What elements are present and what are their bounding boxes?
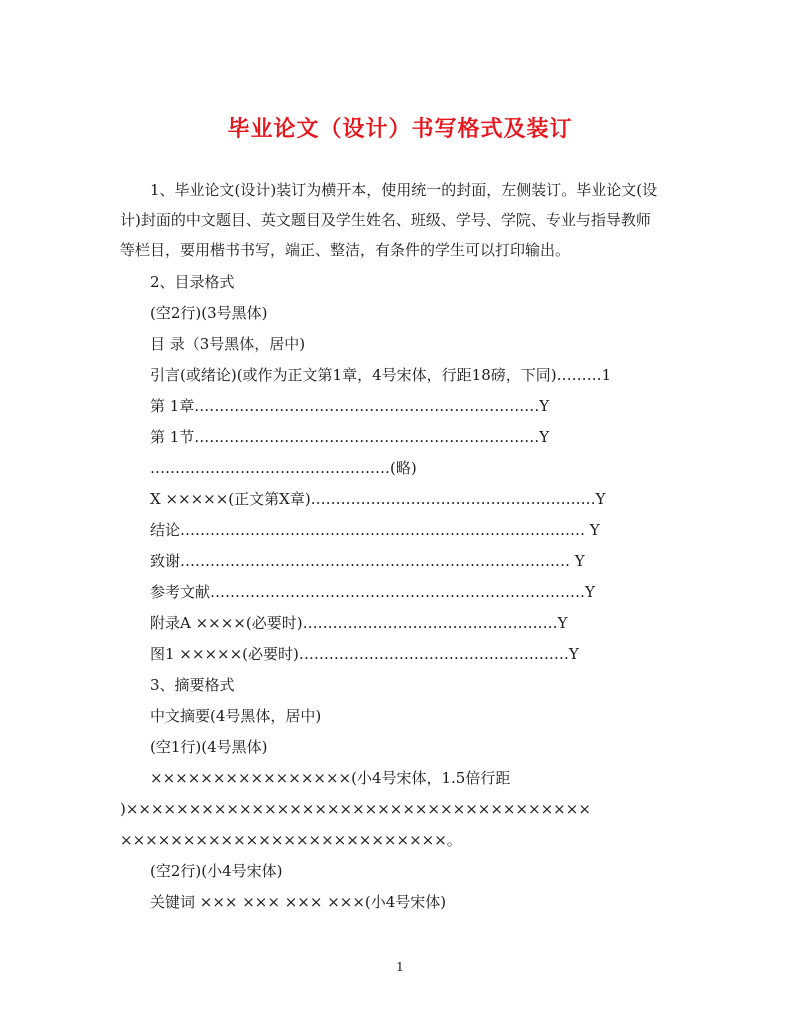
text-line: 2、目录格式	[150, 273, 235, 291]
text-line: (空2行)(小4号宋体)	[150, 862, 283, 880]
text-line: ××××××××××××××××(小4号宋体，1.5倍行距	[150, 769, 511, 787]
toc-line: 致谢…………………………………………………………………… Y	[150, 552, 585, 570]
text-line: 计)封面的中文题目、英文题目及学生姓名、班级、学号、学院、专业与指导教师	[120, 211, 651, 229]
toc-line: X ×××××(正文第X章)…………………………………………………Y	[150, 490, 606, 508]
toc-line: 附录A ××××(必要时)……………………………………………Y	[150, 614, 568, 632]
text-line: ××××××××××××××××××××××××××。	[120, 831, 462, 849]
text-line: 3、摘要格式	[150, 676, 235, 694]
document-title: 毕业论文（设计）书写格式及装订	[227, 116, 573, 142]
toc-line: 图1 ×××××(必要时)………………………………………………Y	[150, 645, 579, 663]
text-line: 等栏目，要用楷书书写，端正、整洁，有条件的学生可以打印输出。	[120, 241, 571, 259]
toc-line: 第 1章……………………………………………………………Y	[150, 397, 550, 415]
toc-line: 第 1节……………………………………………………………Y	[150, 428, 550, 446]
text-line: (空1行)(4号黑体)	[150, 738, 268, 756]
text-line: 中文摘要(4号黑体，居中)	[150, 707, 322, 725]
toc-line: 参考文献…………………………………………………………………Y	[150, 583, 595, 601]
toc-line: 引言(或绪论)(或作为正文第1章，4号宋体，行距18磅，下同)………1	[150, 366, 612, 384]
text-line: 关键词 ××× ××× ××× ×××(小4号宋体)	[150, 893, 447, 911]
text-line: 1、毕业论文(设计)装订为横开本，使用统一的封面，左侧装订。毕业论文(设	[150, 181, 658, 199]
page-number: 1	[396, 960, 404, 974]
text-line: )×××××××××××××××××××××××××××××××××××××	[120, 800, 591, 818]
text-line: (空2行)(3号黑体)	[150, 304, 268, 322]
text-line: 目 录（3号黑体，居中)	[150, 335, 306, 353]
toc-line: …………………………………………(略)	[150, 459, 417, 477]
toc-line: 结论……………………………………………………………………… Y	[150, 521, 600, 539]
